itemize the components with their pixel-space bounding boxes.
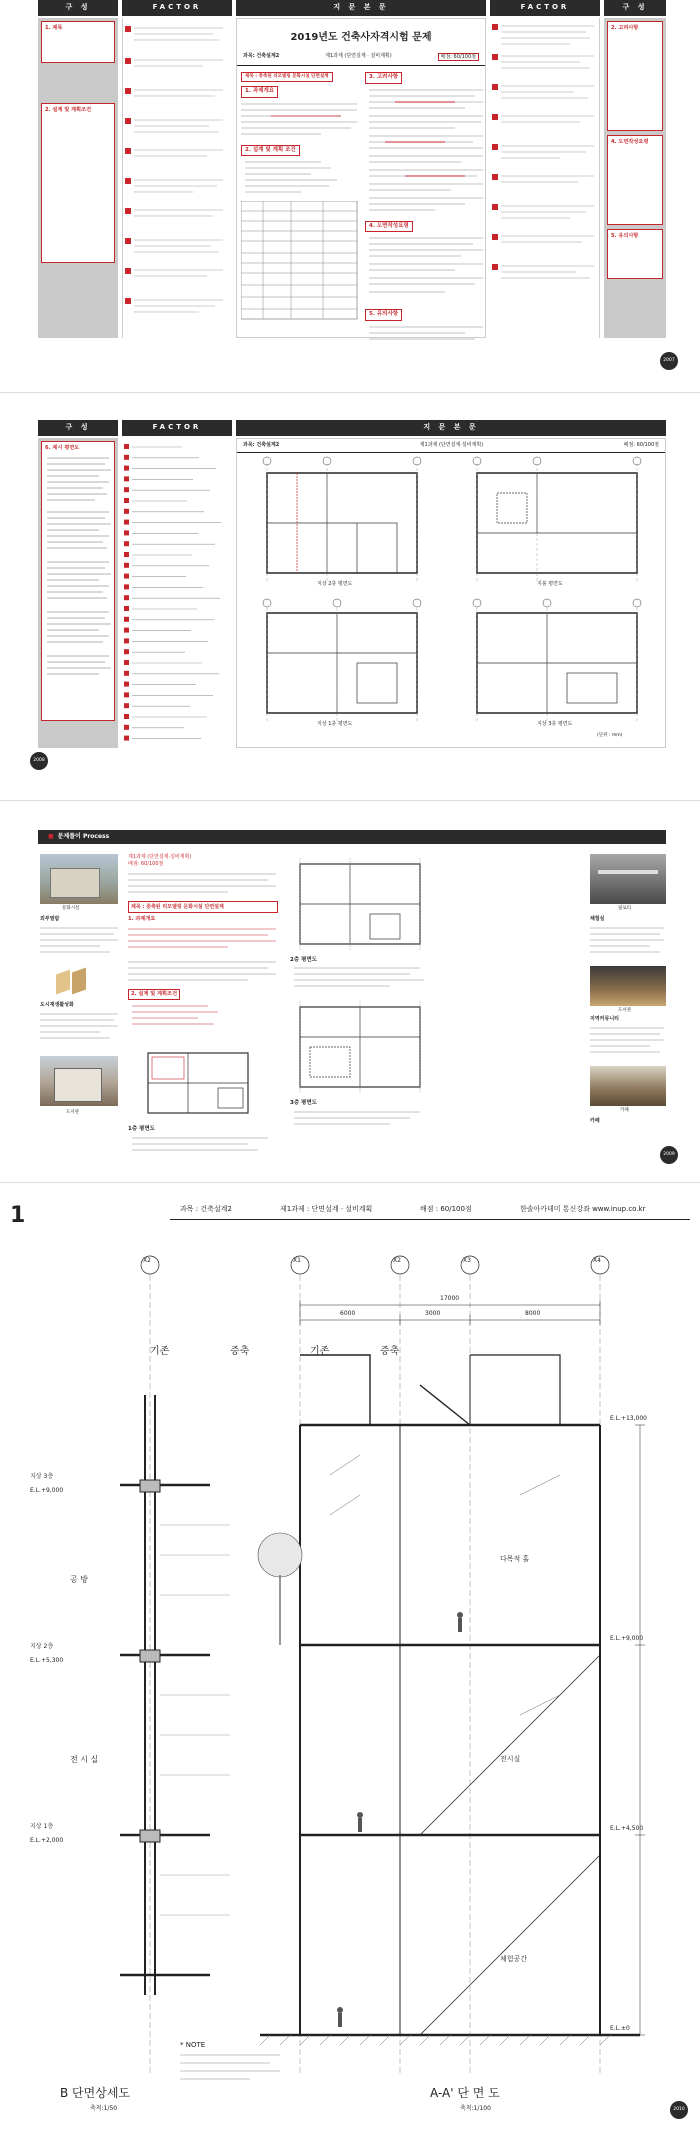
factor-bullet	[124, 649, 129, 654]
note-title: * NOTE	[180, 2041, 206, 2049]
consider-lines	[365, 86, 485, 216]
factor-bullet	[124, 444, 129, 449]
left-box-2	[41, 103, 115, 263]
process-band: ■ 문제풀이 Process	[38, 830, 666, 844]
plan-label-roof: 지붕 평면도	[537, 581, 563, 587]
factor-lines	[123, 18, 233, 338]
factor-bullet	[124, 682, 129, 687]
section-caution: 5. 유의사항	[365, 309, 402, 320]
left-el-2f: E.L.+5,300	[30, 1657, 64, 1664]
caption-left1: 문화시설	[62, 906, 80, 911]
p2-left-item-6: 6. 제시 평면도	[45, 445, 80, 451]
factor-bullet	[124, 455, 129, 460]
page-4	[0, 1195, 700, 2125]
drawing-lines	[365, 234, 485, 304]
plan-3f-text	[290, 1108, 430, 1132]
room-exhibit-left: 전 시 실	[70, 1755, 99, 1764]
p2-drawing-area	[236, 438, 666, 748]
grid-label-x4: X4	[593, 1257, 601, 1264]
subject-text: 과목: 건축설계2	[243, 52, 280, 59]
center-text-2	[128, 923, 278, 953]
photo-pilotis	[590, 854, 666, 904]
section-title-main: 제목 : 층축된 리모델링 문화시설 단면설계	[241, 72, 333, 82]
p2-left-box	[41, 441, 115, 721]
center-text-3	[128, 956, 278, 986]
plan-unit-note: (단위 : mm)	[597, 733, 623, 738]
factor-bullet	[124, 595, 129, 600]
factor-bullet	[124, 617, 129, 622]
factor-bullet	[124, 509, 129, 514]
header-col3: 지 문 본 문	[236, 0, 486, 16]
left-text-2	[40, 1010, 120, 1050]
dim-2: 3000	[425, 1310, 441, 1317]
photo-books-icon	[50, 966, 100, 996]
plan-1f-text	[128, 1134, 278, 1154]
label-existing: 기존	[150, 1346, 170, 1357]
factor-bullet	[124, 736, 129, 741]
room-exhibit-right: 전시실	[500, 1755, 521, 1763]
grid-label-x1: X1	[293, 1257, 301, 1264]
page-number-2: 2008	[30, 752, 48, 770]
center-text-1	[128, 868, 278, 898]
left-level-2f: 지상 2층	[30, 1643, 54, 1650]
factor-bullet	[124, 584, 129, 589]
score-text: 배점: 60/100점	[438, 53, 479, 62]
p2-header-col2: FACTOR	[122, 420, 232, 436]
center-text-4	[128, 1000, 278, 1040]
exam-text: 제1과제 (단면설계 · 설비계획)	[325, 52, 392, 59]
photo-library	[40, 1056, 118, 1106]
right-heading-2: 지역커뮤니티	[590, 1016, 619, 1022]
right-text-2	[590, 1024, 666, 1064]
page-number-4: 2010	[670, 2101, 688, 2119]
plan-3f-sketch	[290, 997, 430, 1097]
right-heading-3: 카페	[590, 1118, 600, 1124]
plan-2f-label: 2층 평면도	[290, 957, 317, 964]
dim-3: 8000	[525, 1310, 541, 1317]
p2-factor-list	[122, 438, 232, 748]
right-drawing-scale: 축척:1/100	[460, 2105, 491, 2112]
overview-text-lines	[241, 100, 359, 140]
process-sub2: 2. 설계 및 계획조건	[128, 989, 180, 1000]
conditions-table	[241, 201, 359, 321]
grid-label-x2-left: X2	[143, 1257, 151, 1264]
factor-column-left	[122, 18, 232, 338]
p2-floor-plans	[237, 453, 665, 743]
factor-bullet	[124, 714, 129, 719]
left-item-1: 1. 제목	[45, 25, 63, 31]
plan-2f-text	[290, 964, 430, 994]
left-item-2: 2. 설계 및 계획조건	[45, 107, 92, 113]
right-box-1	[607, 21, 663, 131]
p2-factor-column	[122, 438, 232, 748]
photo-cultural-facility	[40, 854, 118, 904]
left-level-1f: 지상 1층	[30, 1823, 54, 1830]
factor-bullet	[124, 725, 129, 730]
caution-lines	[365, 323, 485, 347]
page-number-1: 2007	[660, 352, 678, 370]
left-heading-1: 외부열람	[40, 916, 60, 922]
p2-score: 배점: 60/100점	[623, 442, 659, 448]
right-el-2: E.L.+9,000	[610, 1635, 644, 1642]
caption-left2: 도서관	[66, 1110, 80, 1115]
room-experience: 체험공간	[500, 1955, 528, 1963]
caption-right3: 카페	[620, 1108, 629, 1113]
exam-tag: 제1과제 (단면설계·설비계획)	[128, 854, 192, 860]
left-heading-2: 도시재생활성화	[40, 1002, 74, 1008]
factor-bullet	[124, 703, 129, 708]
factor-bullet	[124, 638, 129, 643]
process-sub1: 1. 과제개요	[128, 916, 156, 923]
left-box-1	[41, 21, 115, 63]
sheet-exam: 제1과제 : 단면설계 · 설비계획	[280, 1205, 373, 1213]
plan-label-1f: 지상 1층 평면도	[317, 721, 353, 727]
page-3	[0, 830, 700, 1170]
sheet-number: 1	[10, 1203, 26, 1228]
right-item-2: 4. 도면작성요령	[611, 139, 649, 145]
header-col5: 구 성	[604, 0, 666, 16]
right-drawing-title: A-A' 단 면 도	[430, 2086, 500, 2100]
header-col1: 구 성	[38, 0, 118, 16]
header-col2: FACTOR	[122, 0, 232, 16]
p2-subject-line	[237, 439, 665, 453]
label-existing-2: 기존	[310, 1346, 330, 1357]
factor-bullet	[124, 466, 129, 471]
divider-3	[0, 1182, 700, 1183]
left-drawing-scale: 축척:1/50	[90, 2105, 118, 2112]
conditions-lines	[241, 158, 359, 198]
section-drawings	[0, 1195, 700, 2125]
factor-bullet	[124, 520, 129, 525]
caption-right1: 필로티	[618, 906, 632, 911]
p2-header-col1: 구 성	[38, 420, 118, 436]
factor-bullet	[124, 574, 129, 579]
left-drawing-title: B 단면상세도	[60, 2086, 131, 2100]
p2-left-text	[45, 452, 113, 712]
left-el-3f: E.L.+9,000	[30, 1487, 64, 1494]
factor-bullet	[124, 628, 129, 633]
exam-title: 2019년도 건축사자격시험 문제	[290, 32, 432, 43]
left-el-1f: E.L.+2,000	[30, 1837, 64, 1844]
grid-label-x3: X3	[463, 1257, 471, 1264]
sheet-subject: 과목 : 건축설계2	[180, 1205, 232, 1213]
factor-bullet	[124, 671, 129, 676]
page-1	[0, 0, 700, 380]
plan-3f-label: 3층 평면도	[290, 1100, 317, 1107]
factor-bullet	[124, 498, 129, 503]
factor-bullet	[124, 487, 129, 492]
plan-1f-label: 1층 평면도	[128, 1126, 155, 1133]
right-el-1: E.L.+13,000	[610, 1415, 647, 1422]
process-plans-right	[290, 854, 430, 1144]
divider-1	[0, 392, 700, 393]
right-heading-1: 체험실	[590, 916, 605, 922]
right-text-1	[590, 924, 666, 964]
score-tag: 배점: 60/100점	[128, 860, 164, 867]
section-drawing: 4. 도면작성요령	[365, 221, 413, 232]
divider-2	[0, 800, 700, 801]
factor-right-lines	[490, 18, 600, 338]
left-text-1	[40, 924, 120, 964]
factor-bullet	[124, 563, 129, 568]
right-item-3: 5. 유의사항	[611, 233, 639, 239]
section-conditions: 2. 설계 및 계획 조건	[241, 145, 300, 156]
page-2	[0, 420, 700, 780]
left-structure-column	[38, 18, 118, 338]
right-structure-column	[604, 18, 666, 338]
subject-line	[237, 49, 485, 67]
section-consider: 3. 고려사항	[365, 72, 402, 83]
room-workshop: 공 방	[70, 1575, 88, 1584]
plan-1f-sketch	[128, 1043, 278, 1123]
photo-cafe	[590, 1066, 666, 1106]
room-multipurpose: 다목적 홀	[500, 1555, 530, 1563]
right-el-3: E.L.+4,500	[610, 1825, 644, 1832]
plan-2f-sketch	[290, 854, 430, 954]
process-center	[128, 854, 278, 1144]
label-addition: 증축	[230, 1346, 250, 1357]
factor-bullet	[124, 541, 129, 546]
label-addition-2: 증축	[380, 1346, 400, 1357]
p2-exam: 제1과제 (단면설계·설비계획)	[419, 442, 484, 448]
main-text-column	[236, 18, 486, 338]
factor-bullet	[124, 552, 129, 557]
dim-1: 6000	[340, 1310, 356, 1317]
process-section-title: 제목 : 증축된 리모델링 문화시설 단면설계	[128, 901, 278, 914]
left-level-3f: 지상 3층	[30, 1473, 54, 1480]
plan-label-3f: 지상 3층 평면도	[537, 721, 573, 727]
grid-label-x2: X2	[393, 1257, 401, 1264]
factor-bullet	[124, 530, 129, 535]
right-box-2	[607, 135, 663, 225]
plan-label-2f: 지상 2층 평면도	[317, 581, 353, 587]
page-number-3: 2009	[660, 1146, 678, 1164]
sheet-score: 배점 : 60/100점	[420, 1205, 472, 1213]
p2-header-col3: 지 문 본 문	[236, 420, 666, 436]
right-item-1: 2. 고려사항	[611, 25, 639, 31]
p2-left-column	[38, 438, 118, 748]
factor-bullet	[124, 476, 129, 481]
photo-library-interior	[590, 966, 666, 1006]
caption-right2: 도서관	[618, 1008, 632, 1013]
right-el-4: E.L.±0	[610, 2025, 630, 2032]
right-box-3	[607, 229, 663, 279]
factor-bullet	[124, 606, 129, 611]
section-overview: 1. 과제개요	[241, 86, 278, 97]
sheet-brand: 한솔아카데미 통신강좌 www.inup.co.kr	[520, 1205, 646, 1213]
process-title: 문제풀이 Process	[57, 832, 110, 840]
factor-bullet	[124, 660, 129, 665]
factor-bullet	[124, 692, 129, 697]
factor-column-right	[490, 18, 600, 338]
dim-total: 17000	[440, 1295, 460, 1302]
p2-subject: 과목: 건축설계2	[243, 442, 280, 448]
header-col4: FACTOR	[490, 0, 600, 16]
